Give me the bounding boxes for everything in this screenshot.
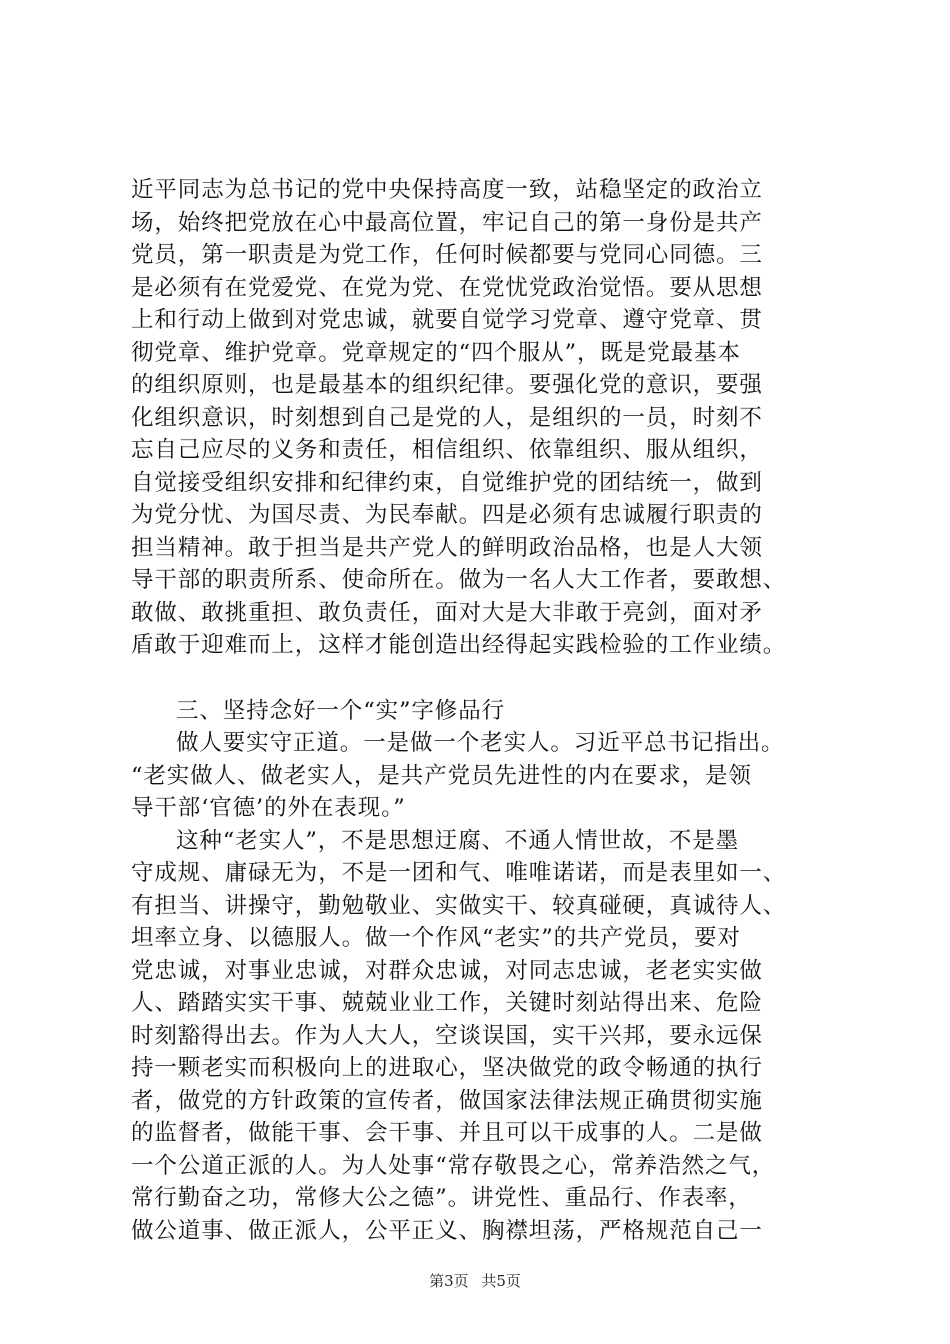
text-line: 常行勤奋之功，常修大公之德”。讲党性、重品行、作表率，: [131, 1185, 752, 1211]
text-line: 做公道事、做正派人，公平正义、胸襟坦荡，严格规范自己一: [131, 1217, 763, 1244]
text-line: 盾敢于迎难而上，这样才能创造出经得起实践检验的工作业绩。: [131, 632, 787, 658]
text-line: 党忠诚，对事业忠诚，对群众忠诚，对同志忠诚，老老实实做: [131, 957, 763, 984]
text-line: 守成规、庸碌无为，不是一团和气、唯唯诺诺，而是表里如一、: [131, 860, 787, 886]
paragraph-1: [131, 174, 831, 662]
text-line: 的监督者，做能干事、会干事、并且可以干成事的人。二是做: [131, 1120, 763, 1146]
text-line: 担当精神。敢于担当是共产党人的鲜明政治品格，也是人大领: [131, 534, 763, 561]
text-line: 的组织原则，也是最基本的组织纪律。要强化党的意识，要强: [131, 372, 763, 398]
page-total: 共5页: [481, 1272, 521, 1290]
text-line: 敢做、敢挑重担、敢负责任，面对大是大非敢于亮剑，面对矛: [131, 599, 763, 626]
text-line: 化组织意识，时刻想到自己是党的人，是组织的一员，时刻不: [131, 404, 763, 431]
text-line: 彻党章、维护党章。党章规定的“四个服从”，既是党最基本: [131, 339, 741, 366]
text-line: 者，做党的方针政策的宣传者，做国家法律法规正确贯彻实施: [131, 1087, 763, 1114]
section-heading: 三、坚持念好一个“实”字修品行: [176, 697, 506, 724]
text-line: 上和行动上做到对党忠诚，就要自觉学习党章、遵守党章、贯: [131, 307, 763, 333]
text-line: “老实做人、做老实人，是共产党员先进性的内在要求，是领: [131, 762, 752, 789]
text-line: 有担当、讲操守，勤勉敬业、实做实干、较真碰硬，真诚待人、: [131, 892, 787, 919]
text-line: 场，始终把党放在心中最高位置，牢记自己的第一身份是共产: [131, 209, 763, 236]
text-line: 持一颗老实而积极向上的进取心，坚决做党的政令畅通的执行: [131, 1055, 763, 1081]
text-line: 是必须有在党爱党、在党为党、在党忧党政治觉悟。要从思想: [131, 274, 763, 301]
page-number: 第3页: [429, 1272, 469, 1290]
text-line: 党员，第一职责是为党工作，任何时候都要与党同心同德。三: [131, 242, 763, 268]
text-line: 导干部‘官德’的外在表现。”: [131, 795, 406, 821]
text-line: 导干部的职责所系、使命所在。做为一名人大工作者，要敢想、: [131, 567, 787, 593]
text-line: 人、踏踏实实干事、兢兢业业工作，关键时刻站得出来、危险: [131, 990, 763, 1016]
text-line: 近平同志为总书记的党中央保持高度一致，站稳坚定的政治立: [131, 177, 763, 203]
text-line: 自觉接受组织安排和纪律约束，自觉维护党的团结统一，做到: [131, 469, 763, 496]
text-line: 坦率立身、以德服人。做一个作风“老实”的共产党员，要对: [131, 925, 741, 951]
paragraph-3: [131, 825, 831, 1248]
document-body: [131, 174, 831, 1247]
text-line: 忘自己应尽的义务和责任，相信组织、依靠组织、服从组织，: [131, 437, 763, 463]
text-line: 一个公道正派的人。为人处事“常存敬畏之心，常养浩然之气，: [131, 1152, 776, 1179]
text-line: 时刻豁得出去。作为人大人，空谈误国，实干兴邦，要永远保: [131, 1022, 763, 1049]
paragraph-2: [131, 727, 831, 825]
text-line: 为党分忧、为国尽责、为民奉献。四是必须有忠诚履行职责的: [131, 502, 763, 528]
paragraph-gap: [131, 662, 831, 695]
page-footer: [0, 1271, 950, 1291]
text-line: 这种“老实人”，不是思想迂腐、不通人情世故，不是墨: [176, 827, 740, 854]
text-line: 做人要实守正道。一是做一个老实人。习近平总书记指出。: [176, 730, 785, 756]
